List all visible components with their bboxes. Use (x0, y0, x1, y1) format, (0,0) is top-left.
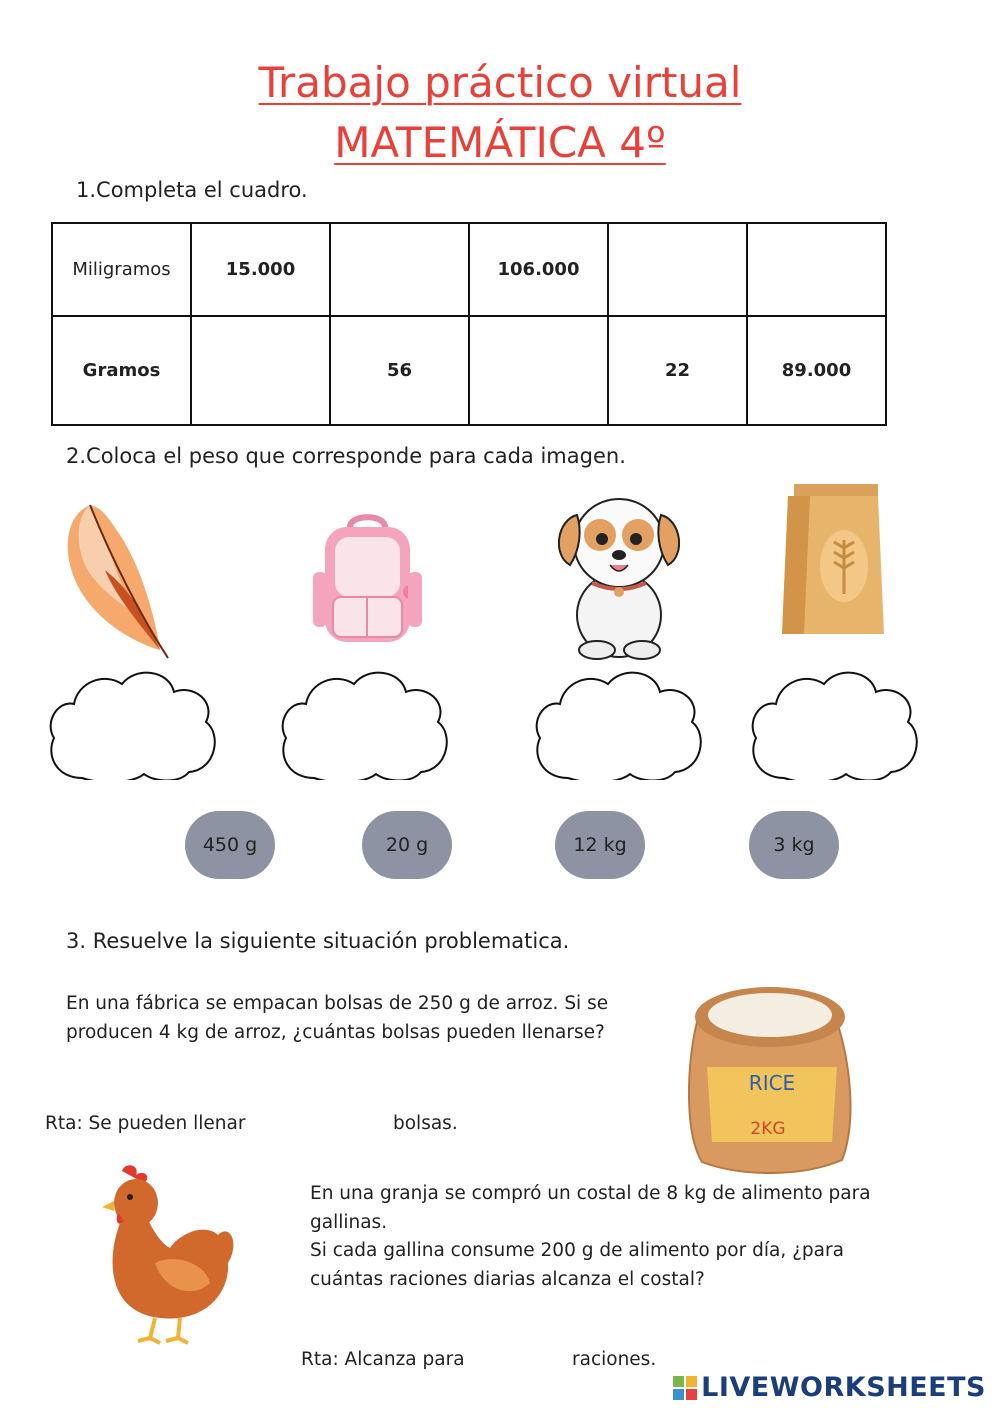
row-label-miligramos: Miligramos (52, 223, 191, 316)
answer-cell[interactable] (608, 223, 747, 316)
brand-name: LIVEWORKSHEETS (701, 1372, 986, 1403)
answer-1-input[interactable] (258, 1112, 386, 1138)
answer-cell[interactable] (191, 316, 330, 425)
puppy-icon (552, 485, 687, 660)
liveworksheets-logo[interactable] (673, 1372, 986, 1403)
rice-bag-icon (682, 982, 857, 1177)
answer-1-suffix: bolsas. (393, 1113, 458, 1134)
problem-2-line-2: Si cada gallina consume 200 g de alimento por día, ¿para cuántas raciones diarias alcanza el costal? (310, 1240, 844, 1290)
feather-icon (60, 495, 180, 665)
weight-option-20g[interactable]: 20 g (362, 811, 452, 879)
liveworksheets-mark-icon (673, 1376, 697, 1400)
answer-cloud-4[interactable] (746, 660, 922, 780)
chicken-icon (100, 1163, 240, 1345)
table-cell: 89.000 (747, 316, 886, 425)
table-cell: 56 (330, 316, 469, 425)
table-cell: 22 (608, 316, 747, 425)
answer-cell[interactable] (330, 223, 469, 316)
problem-2-line-1: En una granja se compró un costal de 8 kg de alimento para gallinas. (310, 1183, 871, 1233)
answer-cloud-1[interactable] (44, 660, 220, 780)
answer-cell[interactable] (469, 316, 608, 425)
instruction-2: 2.Coloca el peso que corresponde para cada imagen. (66, 444, 626, 468)
backpack-icon (305, 512, 430, 647)
answer-2-prefix: Rta: Alcanza para (301, 1349, 465, 1370)
title-line-1: Trabajo práctico virtual (258, 58, 742, 107)
table-row (52, 316, 886, 425)
rice-label: RICE (748, 1071, 796, 1095)
conversion-table (51, 222, 887, 426)
weight-option-12kg[interactable]: 12 kg (555, 811, 645, 879)
answer-2-input[interactable] (470, 1348, 565, 1374)
answer-cell[interactable] (747, 223, 886, 316)
instruction-1: 1.Completa el cuadro. (76, 178, 308, 202)
weight-option-450g[interactable]: 450 g (185, 811, 275, 879)
problem-1-text: En una fábrica se empacan bolsas de 250 g de arroz. Si se producen 4 kg de arroz, ¿cuántas bolsas pueden llenarse? (66, 993, 609, 1043)
row-label-gramos: Gramos (52, 316, 191, 425)
table-cell: 106.000 (469, 223, 608, 316)
table-row (52, 223, 886, 316)
answer-cloud-2[interactable] (276, 660, 452, 780)
answer-2-suffix: raciones. (572, 1349, 657, 1370)
instruction-3: 3. Resuelve la siguiente situación problematica. (66, 929, 570, 953)
table-cell: 15.000 (191, 223, 330, 316)
answer-cloud-3[interactable] (530, 660, 706, 780)
rice-weight-label: 2KG (750, 1119, 786, 1139)
answer-1-prefix: Rta: Se pueden llenar (45, 1113, 246, 1134)
title-line-2: MATEMÁTICA 4º (334, 118, 666, 167)
flour-bag-icon (780, 482, 885, 637)
weight-option-3kg[interactable]: 3 kg (749, 811, 839, 879)
